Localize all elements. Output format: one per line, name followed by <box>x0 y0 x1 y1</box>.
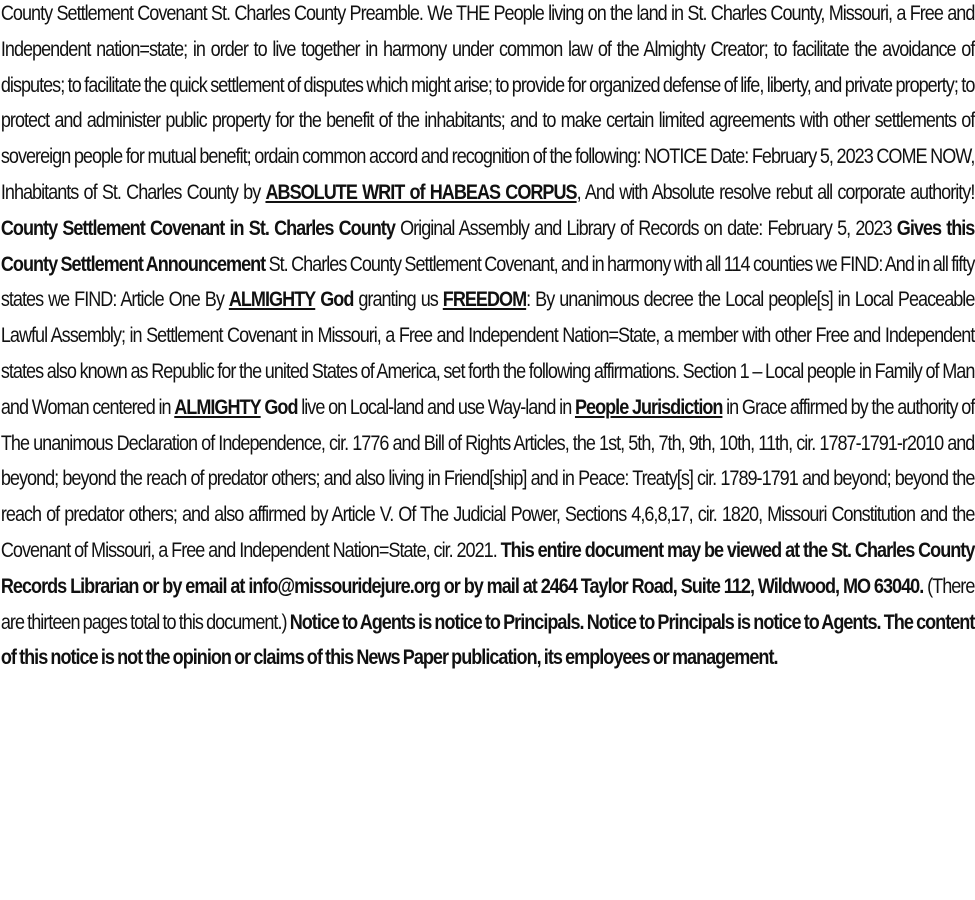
notice-bold: Notice to Agents is notice to Principals. Notice to Principals is notice to Agents. The content of this notice is not the opinion or claims of this News Paper publication, its employees or management. <box>0 610 975 670</box>
notice-emphasis: ALMIGHTY <box>228 288 316 312</box>
notice-text: , And with Absolute resolve rebut all corporate authority! <box>576 180 975 204</box>
notice-text: live on Local-land and use Way-land in <box>297 395 575 419</box>
notice-emphasis: ALMIGHTY <box>174 395 261 419</box>
notice-bold: Gives this County Settlement Announcement <box>0 216 975 276</box>
notice-text: granting us <box>353 288 443 312</box>
notice-emphasis: FREEDOM <box>442 288 527 312</box>
notice-text: County Settlement Covenant St. Charles County Preamble. We THE People living on the land in St. Charles County, Missouri, a Free and Independent nation=state; in order to live together in harmony under common law of the Almighty Creator; to facilitate the avoidance of disputes; to facilitate the quick settlement of disputes which might arise; to provide for organized defense of life, liberty, and private property; to protect and administer public property for the benefit of the inhabitants; and to make certain limited agreements with other settlements of sovereign people for mutual benefit; ordain common accord and recognition of the following: NOTICE Date: February 5, 2023 COME NOW, Inhabitants of St. Charles County by <box>0 2 975 204</box>
notice-bold: God <box>320 288 354 312</box>
notice-emphasis: People Jurisdiction <box>574 395 723 419</box>
notice-bold: County Settlement Covenant in St. Charles County <box>0 216 395 240</box>
notice-text: (There are thirteen pages total to this document.) <box>0 574 975 634</box>
notice-bold: This entire document may be viewed at the St. Charles County Records Librarian or by email at info@missouridejure.org or by mail at 2464 Taylor Road, Suite 112, Wildwood, MO 63040. <box>0 538 975 598</box>
notice-bold: God <box>264 395 298 419</box>
notice-text: in Grace affirmed by the authority of The unanimous Declaration of Independence, cir. 1776 and Bill of Rights Articles, the 1st, 5th, 7th, 9th, 10th, 11th, cir. 1787-1791-r2010 and beyond; beyond the reach of predator others; and also living in Friend[ship] and in Peace: Treaty[s] cir. 1789-1791 and beyond; beyond the reach of predator others; and also affirmed by Article V. Of The Judicial Power, Sections 4,6,8,17, cir. 1820, Missouri Constitution and the Covenant of Missouri, a Free and Independent Nation=State, cir. 2021. <box>0 395 975 562</box>
notice-emphasis: ABSOLUTE WRIT of HABEAS CORPUS <box>265 180 577 204</box>
notice-text: St. Charles County Settlement Covenant, and in harmony with all 114 counties we FIND: And in all fifty states we FIND: Article One By <box>0 252 975 312</box>
notice-text: Original Assembly and Library of Records on date: February 5, 2023 <box>394 216 897 240</box>
notice-text: : By unanimous decree the Local people[s] in Local Peaceable Lawful Assembly; in Settlement Covenant in Missouri, a Free and Independent Nation=State, a member with other Free and Independent states also known as Republic for the united States of America, set forth the following affirmations. Section 1 – Local people in Family of Man and Woman centered in <box>0 288 975 419</box>
